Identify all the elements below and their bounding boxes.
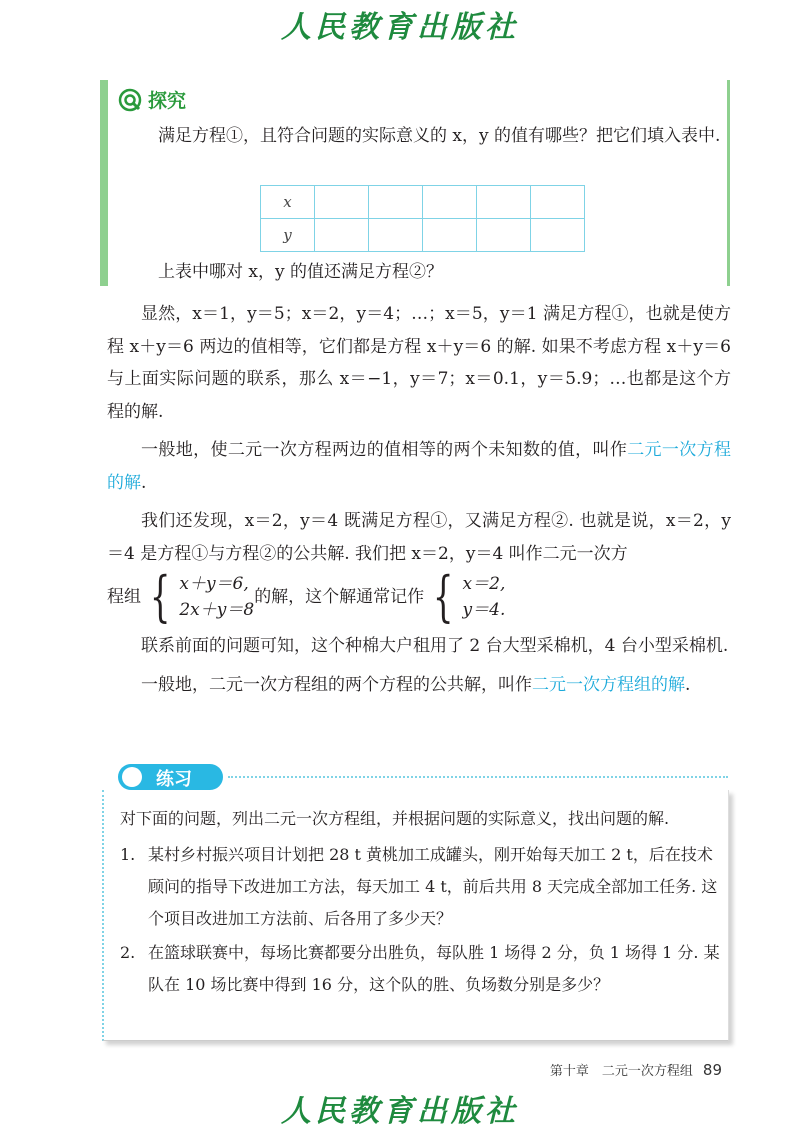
practice-item-text: 某村乡村振兴项目计划把 28 t 黄桃加工成罐头，刚开始每天加工 2 t，后在技术顾问的指导下改进加工方法，每天加工 4 t，前后共用 8 天完成全部加工任务. 这个项目改进加工方法前、后各用了多少天？ [148, 845, 718, 928]
practice-item [120, 937, 720, 1001]
paragraph-2 [107, 434, 731, 499]
explore-title: 探究 [148, 90, 187, 112]
page-number: 89 [702, 1061, 722, 1079]
explore-left-bar [100, 80, 108, 286]
page-footer [550, 1060, 722, 1079]
table-header-y: y [261, 219, 315, 252]
table-cell [315, 219, 369, 252]
paragraph-2-text: 一般地，使二元一次方程两边的值相等的两个未知数的值，叫作 [141, 440, 628, 460]
left-brace: { [149, 565, 171, 628]
practice-label: 练习 [156, 769, 192, 790]
system-line-prefix: 程组 [107, 586, 141, 607]
left-brace: { [433, 565, 454, 628]
explore-table [260, 185, 585, 252]
system-equation-2: 2x＋y＝8 [179, 600, 255, 620]
table-row-x [261, 186, 585, 219]
explore-right-bar [727, 80, 730, 286]
table-cell [477, 219, 531, 252]
explore-icon [118, 88, 142, 112]
practice-item-number: 2. [120, 943, 136, 962]
explore-box [100, 80, 730, 288]
paragraph-3: 我们还发现，x＝2，y＝4 既满足方程①，又满足方程②. 也就是说，x＝2，y＝4 是方程①与方程②的公共解. 我们把 x＝2，y＝4 叫作二元一次方 [107, 511, 731, 564]
paragraph-2-end: . [141, 472, 147, 493]
table-row-y [261, 219, 585, 252]
paragraph-5-end: . [685, 674, 691, 695]
system-line-middle: 的解，这个解通常记作 [254, 586, 425, 607]
paragraph-5-text: 一般地，二元一次方程组的两个方程的公共解，叫作 [141, 674, 532, 695]
publisher-logo-top: 人民教育出版社 [281, 10, 519, 45]
practice-item-text: 在篮球联赛中，每场比赛都要分出胜负，每队胜 1 场得 2 分，负 1 场得 1 分. 某队在 10 场比赛中得到 16 分，这个队的胜、负场数分别是多少？ [148, 943, 720, 994]
solution-y: y＝4. [462, 600, 506, 620]
table-cell [423, 186, 477, 219]
practice-divider [228, 776, 728, 778]
practice-intro: 对下面的问题，列出二元一次方程组，并根据问题的实际意义，找出问题的解. [120, 809, 670, 828]
explore-question: 上表中哪对 x，y 的值还满足方程②？ [158, 262, 443, 282]
paragraph-5 [107, 669, 731, 702]
table-cell [531, 219, 585, 252]
pencil-icon [122, 767, 142, 787]
practice-content [120, 803, 720, 1003]
table-cell [423, 219, 477, 252]
practice-item-number: 1. [120, 845, 136, 864]
table-cell [369, 219, 423, 252]
table-cell [315, 186, 369, 219]
equation-system [179, 571, 254, 623]
table-header-x: x [261, 186, 315, 219]
system-equation-1: x＋y＝6, [179, 574, 249, 594]
paragraph-4: 联系前面的问题可知，这个种棉大户租用了 2 台大型采棉机，4 台小型采棉机. [141, 636, 729, 656]
explore-text: 满足方程①，且符合问题的实际意义的 x，y 的值有哪些？把它们填入表中. [158, 126, 721, 146]
chapter-title: 第十章 二元一次方程组 [549, 1064, 693, 1079]
practice-tag [118, 764, 223, 790]
solution-system [463, 571, 506, 623]
paragraph-1: 显然，x＝1，y＝5；x＝2，y＝4；…；x＝5，y＝1 满足方程①，也就是使方程 x＋y＝6 两边的值相等，它们都是方程 x＋y＝6 的解. 如果不考虑方程 x＋y＝6 与上面实际问题的联系，那么 x＝−1，y＝7；x＝0.1，y＝5.9；…也都是这个方程的解. [107, 304, 731, 422]
publisher-logo-bottom: 人民教育出版社 [281, 1094, 519, 1129]
explore-header [118, 86, 186, 113]
equation-system-line [107, 565, 731, 628]
solution-x: x＝2, [462, 574, 506, 594]
table-cell [477, 186, 531, 219]
table-cell [369, 186, 423, 219]
term-solution-of-equation: 二元一次方程的解 [107, 440, 732, 493]
term-solution-of-system: 二元一次方程组的解 [532, 674, 685, 695]
main-body [107, 298, 731, 707]
practice-item [120, 839, 720, 935]
practice-list [120, 839, 720, 1001]
table-cell [531, 186, 585, 219]
